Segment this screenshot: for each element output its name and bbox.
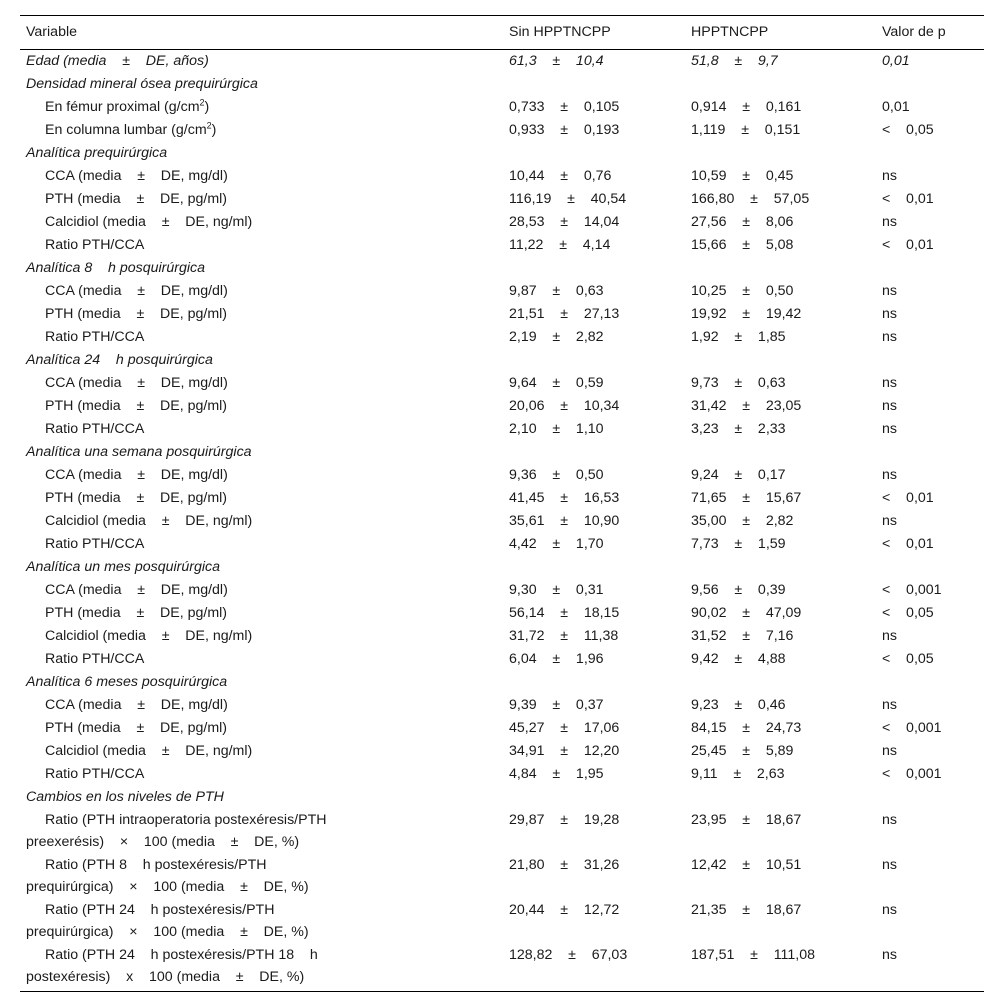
variable-label: Ratio (PTH 8 h postexéresis/PTH prequirúrgica) × 100 (media ± DE, %) xyxy=(26,857,309,895)
variable-cell xyxy=(20,280,503,303)
hpptncpp-cell: 9,23 ± 0,46 xyxy=(691,697,786,713)
sin-hpptncpp-cell xyxy=(503,556,685,579)
p-value-cell: ns xyxy=(882,513,897,529)
variable-label: CCA (media ± DE, mg/dl) xyxy=(45,697,228,713)
variable-cell xyxy=(20,786,503,809)
hpptncpp-cell xyxy=(685,142,876,165)
variable-cell xyxy=(20,510,503,533)
header-p-value: Valor de p xyxy=(876,16,984,50)
hpptncpp-cell: 3,23 ± 2,33 xyxy=(691,421,786,437)
variable-label: CCA (media ± DE, mg/dl) xyxy=(45,283,228,299)
hpptncpp-cell: 19,92 ± 19,42 xyxy=(691,306,802,322)
variable-label: PTH (media ± DE, pg/ml) xyxy=(45,720,228,736)
hpptncpp-cell: 12,42 ± 10,51 xyxy=(691,857,802,873)
variable-label: Calcidiol (media ± DE, ng/ml) xyxy=(45,628,253,644)
sin-hpptncpp-cell: 4,42 ± 1,70 xyxy=(509,536,604,552)
variable-label: Analítica 8 h posquirúrgica xyxy=(26,260,206,276)
variable-label: PTH (media ± DE, pg/ml) xyxy=(45,490,228,506)
p-value-cell: ns xyxy=(882,168,897,184)
variable-cell xyxy=(20,740,503,763)
p-value-cell xyxy=(876,257,984,280)
sin-hpptncpp-cell xyxy=(503,441,685,464)
table-row xyxy=(20,809,984,854)
hpptncpp-cell xyxy=(685,73,876,96)
hpptncpp-cell: 71,65 ± 15,67 xyxy=(691,490,802,506)
hpptncpp-cell: 1,92 ± 1,85 xyxy=(691,329,786,345)
p-value-cell: < 0,001 xyxy=(882,720,942,736)
variable-cell xyxy=(20,579,503,602)
section-row xyxy=(20,73,984,96)
variable-label: Analítica 24 h posquirúrgica xyxy=(26,352,213,368)
variable-label: Analítica 6 meses posquirúrgica xyxy=(26,674,228,690)
variable-label: CCA (media ± DE, mg/dl) xyxy=(45,582,228,598)
sin-hpptncpp-cell: 10,44 ± 0,76 xyxy=(509,168,612,184)
variable-cell xyxy=(20,303,503,326)
table-row xyxy=(20,510,984,533)
p-value-cell: ns xyxy=(882,398,897,414)
variable-label: Analítica una semana posquirúrgica xyxy=(26,444,252,460)
sin-hpptncpp-cell: 9,30 ± 0,31 xyxy=(509,582,604,598)
header-sin-hpptncpp: Sin HPPTNCPP xyxy=(503,16,685,50)
variable-label: PTH (media ± DE, pg/ml) xyxy=(45,605,228,621)
results-table xyxy=(20,15,984,992)
variable-label-end: ) xyxy=(211,122,217,138)
section-row xyxy=(20,786,984,809)
variable-label: Ratio PTH/CCA xyxy=(45,421,145,437)
variable-cell xyxy=(20,418,503,441)
table-row xyxy=(20,740,984,763)
variable-cell xyxy=(20,119,503,142)
table-row xyxy=(20,395,984,418)
hpptncpp-cell: 51,8 ± 9,7 xyxy=(691,53,778,69)
table-row xyxy=(20,96,984,119)
variable-label: Ratio (PTH intraoperatoria postexéresis/PTH preexerésis) × 100 (media ± DE, %) xyxy=(26,812,327,850)
table-row xyxy=(20,211,984,234)
sin-hpptncpp-cell: 20,06 ± 10,34 xyxy=(509,398,620,414)
table-row xyxy=(20,188,984,211)
variable-label: Ratio PTH/CCA xyxy=(45,536,145,552)
p-value-cell xyxy=(876,441,984,464)
p-value-cell: ns xyxy=(882,857,897,873)
p-value-cell: < 0,01 xyxy=(882,490,934,506)
table-row xyxy=(20,372,984,395)
variable-cell xyxy=(20,165,503,188)
sin-hpptncpp-cell: 9,87 ± 0,63 xyxy=(509,283,604,299)
sin-hpptncpp-cell: 0,733 ± 0,105 xyxy=(509,99,620,115)
sin-hpptncpp-cell: 116,19 ± 40,54 xyxy=(509,191,627,207)
header-variable: Variable xyxy=(20,16,503,50)
table-row xyxy=(20,854,984,899)
sin-hpptncpp-cell: 11,22 ± 4,14 xyxy=(509,237,611,253)
p-value-cell xyxy=(876,556,984,579)
sin-hpptncpp-cell: 31,72 ± 11,38 xyxy=(509,628,619,644)
variable-cell xyxy=(20,944,503,992)
sin-hpptncpp-cell: 0,933 ± 0,193 xyxy=(509,122,620,138)
table-row xyxy=(20,763,984,786)
p-value-cell: ns xyxy=(882,902,897,918)
variable-label: PTH (media ± DE, pg/ml) xyxy=(45,191,228,207)
hpptncpp-cell: 9,11 ± 2,63 xyxy=(691,766,785,782)
hpptncpp-cell: 90,02 ± 47,09 xyxy=(691,605,802,621)
p-value-cell: ns xyxy=(882,306,897,322)
variable-cell xyxy=(20,73,503,96)
table-row xyxy=(20,326,984,349)
sin-hpptncpp-cell xyxy=(503,349,685,372)
hpptncpp-cell: 35,00 ± 2,82 xyxy=(691,513,794,529)
table-row xyxy=(20,234,984,257)
variable-cell xyxy=(20,234,503,257)
sin-hpptncpp-cell xyxy=(503,671,685,694)
p-value-cell xyxy=(876,349,984,372)
table-row xyxy=(20,717,984,740)
variable-label: Calcidiol (media ± DE, ng/ml) xyxy=(45,743,253,759)
hpptncpp-cell: 10,59 ± 0,45 xyxy=(691,168,794,184)
p-value-cell: ns xyxy=(882,812,897,828)
variable-cell xyxy=(20,188,503,211)
hpptncpp-cell: 10,25 ± 0,50 xyxy=(691,283,794,299)
hpptncpp-cell: 9,24 ± 0,17 xyxy=(691,467,786,483)
sin-hpptncpp-cell xyxy=(503,786,685,809)
hpptncpp-cell: 9,56 ± 0,39 xyxy=(691,582,786,598)
header-hpptncpp: HPPTNCPP xyxy=(685,16,876,50)
table-row xyxy=(20,602,984,625)
sin-hpptncpp-cell: 6,04 ± 1,96 xyxy=(509,651,604,667)
p-value-cell: 0,01 xyxy=(882,53,910,69)
hpptncpp-cell: 187,51 ± 111,08 xyxy=(685,944,876,992)
table-row xyxy=(20,899,984,944)
p-value-cell xyxy=(876,142,984,165)
p-value-cell: ns xyxy=(882,214,897,230)
hpptncpp-cell: 25,45 ± 5,89 xyxy=(691,743,794,759)
variable-label: Ratio PTH/CCA xyxy=(45,651,145,667)
variable-cell xyxy=(20,602,503,625)
table-row xyxy=(20,487,984,510)
variable-label: Analítica un mes posquirúrgica xyxy=(26,559,220,575)
hpptncpp-cell: 31,42 ± 23,05 xyxy=(691,398,802,414)
p-value-cell: 0,01 xyxy=(882,99,910,115)
variable-label: Calcidiol (media ± DE, ng/ml) xyxy=(45,214,253,230)
sin-hpptncpp-cell xyxy=(503,257,685,280)
variable-label: Ratio (PTH 24 h postexéresis/PTH 18 h postexéresis) x 100 (media ± DE, %) xyxy=(26,947,318,985)
hpptncpp-cell: 31,52 ± 7,16 xyxy=(691,628,794,644)
hpptncpp-cell: 166,80 ± 57,05 xyxy=(691,191,810,207)
p-value-cell: ns xyxy=(882,421,897,437)
variable-cell xyxy=(20,717,503,740)
variable-cell xyxy=(20,809,503,854)
table-row xyxy=(20,694,984,717)
hpptncpp-cell: 15,66 ± 5,08 xyxy=(691,237,794,253)
sin-hpptncpp-cell: 34,91 ± 12,20 xyxy=(509,743,620,759)
hpptncpp-cell xyxy=(685,556,876,579)
sin-hpptncpp-cell: 21,51 ± 27,13 xyxy=(509,306,620,322)
variable-cell xyxy=(20,763,503,786)
p-value-cell: < 0,001 xyxy=(882,582,942,598)
variable-label: Analítica prequirúrgica xyxy=(26,145,168,161)
p-value-cell: < 0,05 xyxy=(882,651,934,667)
hpptncpp-cell: 84,15 ± 24,73 xyxy=(691,720,802,736)
section-row xyxy=(20,257,984,280)
hpptncpp-cell xyxy=(685,441,876,464)
section-row xyxy=(20,50,984,74)
p-value-cell: < 0,001 xyxy=(882,766,942,782)
sin-hpptncpp-cell: 61,3 ± 10,4 xyxy=(509,53,604,69)
variable-cell xyxy=(20,464,503,487)
p-value-cell: < 0,01 xyxy=(882,237,934,253)
p-value-cell: ns xyxy=(882,283,897,299)
table-body xyxy=(20,50,984,992)
table-row xyxy=(20,579,984,602)
p-value-cell xyxy=(876,786,984,809)
section-row xyxy=(20,349,984,372)
hpptncpp-cell xyxy=(685,349,876,372)
variable-cell xyxy=(20,625,503,648)
sin-hpptncpp-cell: 9,36 ± 0,50 xyxy=(509,467,604,483)
variable-cell xyxy=(20,854,503,899)
hpptncpp-cell: 7,73 ± 1,59 xyxy=(691,536,786,552)
variable-label: Ratio (PTH 24 h postexéresis/PTH prequirúrgica) × 100 (media ± DE, %) xyxy=(26,902,309,940)
variable-label: CCA (media ± DE, mg/dl) xyxy=(45,375,228,391)
sin-hpptncpp-cell: 4,84 ± 1,95 xyxy=(509,766,604,782)
variable-cell xyxy=(20,142,503,165)
hpptncpp-cell: 23,95 ± 18,67 xyxy=(691,812,802,828)
hpptncpp-cell: 1,119 ± 0,151 xyxy=(691,122,801,138)
variable-label: Ratio PTH/CCA xyxy=(45,329,145,345)
p-value-cell: ns xyxy=(882,467,897,483)
table-row xyxy=(20,119,984,142)
table-header-row xyxy=(20,16,984,50)
p-value-cell: < 0,01 xyxy=(882,191,934,207)
variable-label: Edad (media ± DE, años) xyxy=(26,53,209,69)
p-value-cell: < 0,05 xyxy=(882,122,934,138)
variable-cell xyxy=(20,395,503,418)
sin-hpptncpp-cell: 21,80 ± 31,26 xyxy=(509,857,620,873)
variable-label: Ratio PTH/CCA xyxy=(45,766,145,782)
table-row xyxy=(20,533,984,556)
p-value-cell: ns xyxy=(882,628,897,644)
variable-cell xyxy=(20,556,503,579)
p-value-cell: < 0,05 xyxy=(882,605,934,621)
section-row xyxy=(20,441,984,464)
sin-hpptncpp-cell: 9,39 ± 0,37 xyxy=(509,697,604,713)
sin-hpptncpp-cell: 128,82 ± 67,03 xyxy=(503,944,685,992)
variable-label-end: ) xyxy=(204,99,210,115)
variable-cell xyxy=(20,648,503,671)
sin-hpptncpp-cell: 2,10 ± 1,10 xyxy=(509,421,604,437)
variable-cell xyxy=(20,326,503,349)
sin-hpptncpp-cell: 29,87 ± 19,28 xyxy=(509,812,620,828)
hpptncpp-cell xyxy=(685,786,876,809)
table-row xyxy=(20,418,984,441)
p-value-cell: ns xyxy=(882,329,897,345)
variable-cell xyxy=(20,694,503,717)
variable-label: En fémur proximal (g/cm xyxy=(45,99,200,115)
hpptncpp-cell: 9,42 ± 4,88 xyxy=(691,651,786,667)
p-value-cell: ns xyxy=(876,944,984,992)
variable-cell xyxy=(20,372,503,395)
table-row xyxy=(20,303,984,326)
p-value-cell: ns xyxy=(882,743,897,759)
variable-label: PTH (media ± DE, pg/ml) xyxy=(45,398,228,414)
variable-cell xyxy=(20,533,503,556)
sin-hpptncpp-cell: 35,61 ± 10,90 xyxy=(509,513,620,529)
variable-label: CCA (media ± DE, mg/dl) xyxy=(45,467,228,483)
sin-hpptncpp-cell: 45,27 ± 17,06 xyxy=(509,720,620,736)
hpptncpp-cell xyxy=(685,257,876,280)
sin-hpptncpp-cell: 41,45 ± 16,53 xyxy=(509,490,620,506)
hpptncpp-cell: 21,35 ± 18,67 xyxy=(691,902,802,918)
hpptncpp-cell xyxy=(685,671,876,694)
sin-hpptncpp-cell: 9,64 ± 0,59 xyxy=(509,375,604,391)
p-value-cell: ns xyxy=(882,375,897,391)
unit-superscript: 2 xyxy=(199,97,205,108)
hpptncpp-cell: 27,56 ± 8,06 xyxy=(691,214,794,230)
variable-cell xyxy=(20,257,503,280)
variable-cell xyxy=(20,899,503,944)
variable-label: Densidad mineral ósea prequirúrgica xyxy=(26,76,258,92)
variable-label: Ratio PTH/CCA xyxy=(45,237,145,253)
section-row xyxy=(20,142,984,165)
sin-hpptncpp-cell xyxy=(503,73,685,96)
sin-hpptncpp-cell: 28,53 ± 14,04 xyxy=(509,214,620,230)
variable-label: Calcidiol (media ± DE, ng/ml) xyxy=(45,513,253,529)
p-value-cell: < 0,01 xyxy=(882,536,934,552)
variable-cell xyxy=(20,487,503,510)
variable-label: Cambios en los niveles de PTH xyxy=(26,789,224,805)
variable-cell xyxy=(20,50,503,74)
p-value-cell xyxy=(876,671,984,694)
p-value-cell: ns xyxy=(882,697,897,713)
table-row xyxy=(20,165,984,188)
table-row xyxy=(20,625,984,648)
variable-cell xyxy=(20,671,503,694)
hpptncpp-cell: 9,73 ± 0,63 xyxy=(691,375,786,391)
sin-hpptncpp-cell: 2,19 ± 2,82 xyxy=(509,329,604,345)
variable-label: CCA (media ± DE, mg/dl) xyxy=(45,168,228,184)
table-row xyxy=(20,944,984,992)
hpptncpp-cell: 0,914 ± 0,161 xyxy=(691,99,802,115)
sin-hpptncpp-cell: 56,14 ± 18,15 xyxy=(509,605,620,621)
variable-cell xyxy=(20,96,503,119)
section-row xyxy=(20,556,984,579)
section-row xyxy=(20,671,984,694)
table-row xyxy=(20,280,984,303)
sin-hpptncpp-cell: 20,44 ± 12,72 xyxy=(509,902,620,918)
sin-hpptncpp-cell xyxy=(503,142,685,165)
variable-cell xyxy=(20,441,503,464)
table-row xyxy=(20,648,984,671)
variable-cell xyxy=(20,211,503,234)
table-row xyxy=(20,464,984,487)
variable-label: PTH (media ± DE, pg/ml) xyxy=(45,306,228,322)
variable-label: En columna lumbar (g/cm xyxy=(45,122,207,138)
variable-cell xyxy=(20,349,503,372)
p-value-cell xyxy=(876,73,984,96)
unit-superscript: 2 xyxy=(206,120,212,131)
